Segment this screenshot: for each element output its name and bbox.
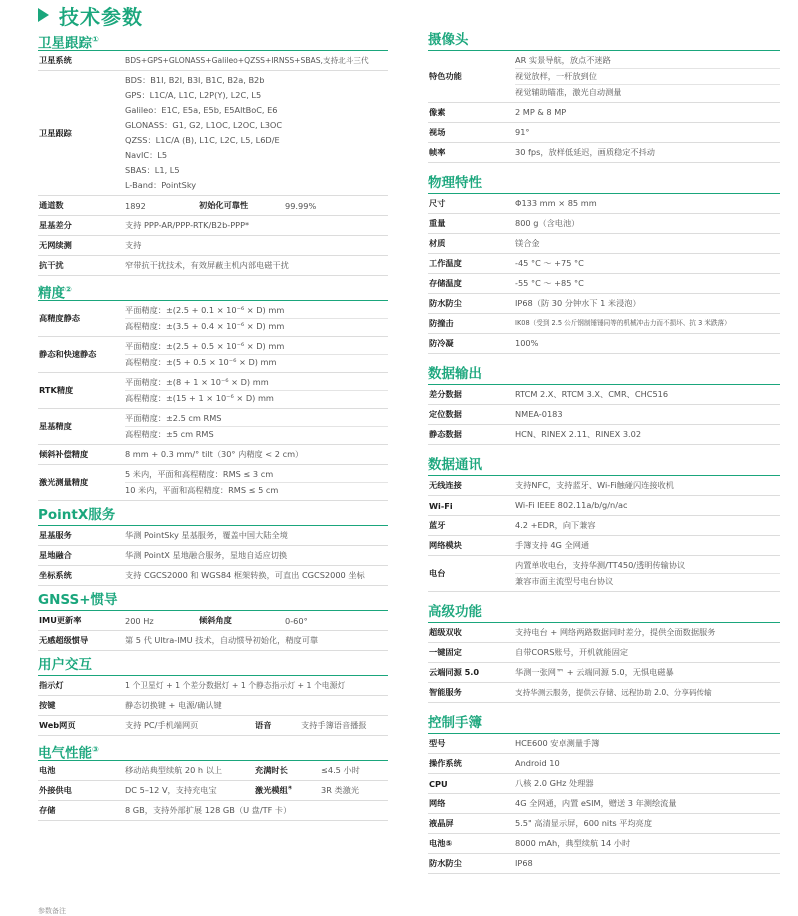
section-title: 摄像头 (428, 28, 780, 51)
table-row: 重量 800 g（含电池） (428, 214, 780, 234)
table-row: RTK精度 平面精度：±(8 + 1 × 10⁻⁶ × D) mm 高程精度：±(15 + 1 × 10⁻⁶ × D) mm (38, 373, 388, 409)
table-row: 一键固定 自带CORS账号，开机就能固定 (428, 643, 780, 663)
table-row: 无感超级惯导 第 5 代 Ultra-IMU 技术，自动惯导初始化，精度可靠 (38, 631, 388, 651)
table-row: 高精度静态 平面精度：±(2.5 + 0.1 × 10⁻⁶ × D) mm 高程精度：±(3.5 + 0.4 × 10⁻⁶ × D) mm (38, 301, 388, 337)
section-title: 精度② (38, 278, 388, 301)
table-row: 坐标系统 支持 CGCS2000 和 WGS84 框架转换，可直出 CGCS2000 坐标 (38, 566, 388, 586)
table-row: 网络 4G 全网通，内置 eSIM，赠送 3 年测绘流量 (428, 794, 780, 814)
table-row: 电台 内置单收电台，支持华测/TT450/透明传输协议 兼容市面主流型号电台协议 (428, 556, 780, 592)
table-row: 星地融合 华测 PointX 星地融合服务，星地自适应切换 (38, 546, 388, 566)
section-title: 控制手簿 (428, 711, 780, 734)
page-title: 技术参数 (38, 4, 143, 26)
table-row: 液晶屏 5.5" 高清显示屏，600 nits 平均亮度 (428, 814, 780, 834)
table-row: 帧率 30 fps，放样低延迟，画质稳定不抖动 (428, 143, 780, 163)
table-row: 蓝牙 4.2 +EDR，向下兼容 (428, 516, 780, 536)
section-title: GNSS+惯导 (38, 588, 388, 611)
table-row: 通道数 1892 初始化可靠性 99.99% (38, 196, 388, 216)
table-row: 防水防尘 IP68 (428, 854, 780, 874)
table-row: 卫星跟踪 BDS：B1I, B2I, B3I, B1C, B2a, B2b GPS：L1C/A, L1C, L2P(Y), L2C, L5 Galileo：E1C, E5a, E5b, E5AltBoC, E6 GLONASS：G1, G2, L1OC, L2OC, L3OC QZSS：L1C/A (B), L1C, L2C, L5, L6D/E NavIC：L5 SBAS：L1, L5 L-Band：PointSky (38, 71, 388, 196)
table-row: Wi-Fi Wi-Fi IEEE 802.11a/b/g/n/ac (428, 496, 780, 516)
table-row: 激光测量精度 5 米内，平面和高程精度：RMS ≤ 3 cm 10 米内，平面和高程精度：RMS ≤ 5 cm (38, 465, 388, 501)
table-row: 星基精度 平面精度：±2.5 cm RMS 高程精度：±5 cm RMS (38, 409, 388, 445)
section-satellite (38, 28, 388, 276)
table-row: 操作系统 Android 10 (428, 754, 780, 774)
table-row: 超级双收 支持电台 + 网络两路数据同时差分，提供全面数据服务 (428, 623, 780, 643)
table-row: 倾斜补偿精度 8 mm + 0.3 mm/° tilt（30° 内精度 < 2 cm） (38, 445, 388, 465)
section-gnss-ins (38, 588, 388, 651)
section-physical (428, 171, 780, 354)
table-row: 星基差分 支持 PPP-AR/PPP-RTK/B2b-PPP* (38, 216, 388, 236)
table-row: 电池⑤ 8000 mAh，典型续航 14 小时 (428, 834, 780, 854)
table-row: 存储温度 -55 °C ～ +85 °C (428, 274, 780, 294)
table-row: 尺寸 Φ133 mm × 85 mm (428, 194, 780, 214)
section-advanced (428, 600, 780, 703)
table-row: 外接供电 DC 5–12 V，支持充电宝 激光模组④ 3R 类激光 (38, 781, 388, 801)
section-title: 数据通讯 (428, 453, 780, 476)
table-row: IMU更新率 200 Hz 倾斜角度 0-60° (38, 611, 388, 631)
table-row: Web网页 支持 PC/手机端网页 语音 支持手簿语音播报 (38, 716, 388, 736)
section-title: 高级功能 (428, 600, 780, 623)
table-row: 星基服务 华测 PointSky 星基服务，覆盖中国大陆全境 (38, 526, 388, 546)
tracking-list: BDS：B1I, B2I, B3I, B1C, B2a, B2b GPS：L1C/A, L1C, L2P(Y), L2C, L5 Galileo：E1C, E5a, E5b, E5AltBoC, E6 GLONASS：G1, G2, L1OC, L2OC, L3OC QZSS：L1C/A (B), L1C, L2C, L5, L6D/E NavIC：L5 SBAS：L1, L5 L-Band：PointSky (125, 75, 283, 190)
table-row: 静态数据 HCN、RINEX 2.11、RINEX 3.02 (428, 425, 780, 445)
table-row: 材质 镁合金 (428, 234, 780, 254)
section-output (428, 362, 780, 445)
table-row: 定位数据 NMEA-0183 (428, 405, 780, 425)
table-row: 无网续测 支持 (38, 236, 388, 256)
triangle-icon (38, 8, 49, 22)
table-row: 型号 HCE600 安卓测量手簿 (428, 734, 780, 754)
section-electrical (38, 738, 388, 821)
footnote: 参数备注 (38, 907, 66, 915)
table-row: 差分数据 RTCM 2.X、RTCM 3.X、CMR、CHC516 (428, 385, 780, 405)
section-title: PointX服务 (38, 503, 388, 526)
section-interaction (38, 653, 388, 736)
right-column (428, 28, 780, 876)
table-row: 像素 2 MP & 8 MP (428, 103, 780, 123)
section-accuracy (38, 278, 388, 501)
table-row: 静态和快速静态 平面精度：±(2.5 + 0.5 × 10⁻⁶ × D) mm 高程精度：±(5 + 0.5 × 10⁻⁶ × D) mm (38, 337, 388, 373)
table-row: 存储 8 GB，支持外部扩展 128 GB（U 盘/TF 卡） (38, 801, 388, 821)
table-row: 防冷凝 100% (428, 334, 780, 354)
table-row: 无线连接 支持NFC，支持蓝牙、Wi-Fi触碰闪连接收机 (428, 476, 780, 496)
section-title: 电气性能③ (38, 738, 388, 761)
table-row: 卫星系统 BDS+GPS+GLONASS+Galileo+QZSS+IRNSS+SBAS,支持北斗三代 (38, 51, 388, 71)
section-controller (428, 711, 780, 874)
section-title: 用户交互 (38, 653, 388, 676)
section-title: 数据输出 (428, 362, 780, 385)
table-row: 智能服务 支持华测云服务，提供云存储、远程协助 2.0、分享码传输 (428, 683, 780, 703)
left-column (38, 28, 388, 823)
table-row: 按键 静态切换键 + 电源/确认键 (38, 696, 388, 716)
table-row: 工作温度 -45 °C ～ +75 °C (428, 254, 780, 274)
section-camera (428, 28, 780, 163)
table-row: CPU 八核 2.0 GHz 处理器 (428, 774, 780, 794)
table-row: 网络模块 手簿支持 4G 全网通 (428, 536, 780, 556)
table-row: 指示灯 1 个卫星灯 + 1 个差分数据灯 + 1 个静态指示灯 + 1 个电源灯 (38, 676, 388, 696)
table-row: 防水防尘 IP68（防 30 分钟水下 1 米浸泡） (428, 294, 780, 314)
section-comm (428, 453, 780, 592)
table-row: 特色功能 AR 实景导航，放点不迷路 视觉放样，一杆放到位 视觉辅助瞄准，激光自动测量 (428, 51, 780, 103)
section-pointx (38, 503, 388, 586)
section-title: 物理特性 (428, 171, 780, 194)
table-row: 视场 91° (428, 123, 780, 143)
section-title: 卫星跟踪① (38, 28, 388, 51)
table-row: 防撞击 IK08（受到 2.5 公斤钢制锤锤同等的机械冲击力而不损坏、抗 3 米跌落） (428, 314, 780, 334)
table-row: 云端同源 5.0 华测一张网™ + 云端同源 5.0，无惧电磁暴 (428, 663, 780, 683)
table-row: 抗干扰 窄带抗干扰技术，有效屏蔽主机内部电磁干扰 (38, 256, 388, 276)
table-row: 电池 移动站典型续航 20 h 以上 充满时长 ≤4.5 小时 (38, 761, 388, 781)
